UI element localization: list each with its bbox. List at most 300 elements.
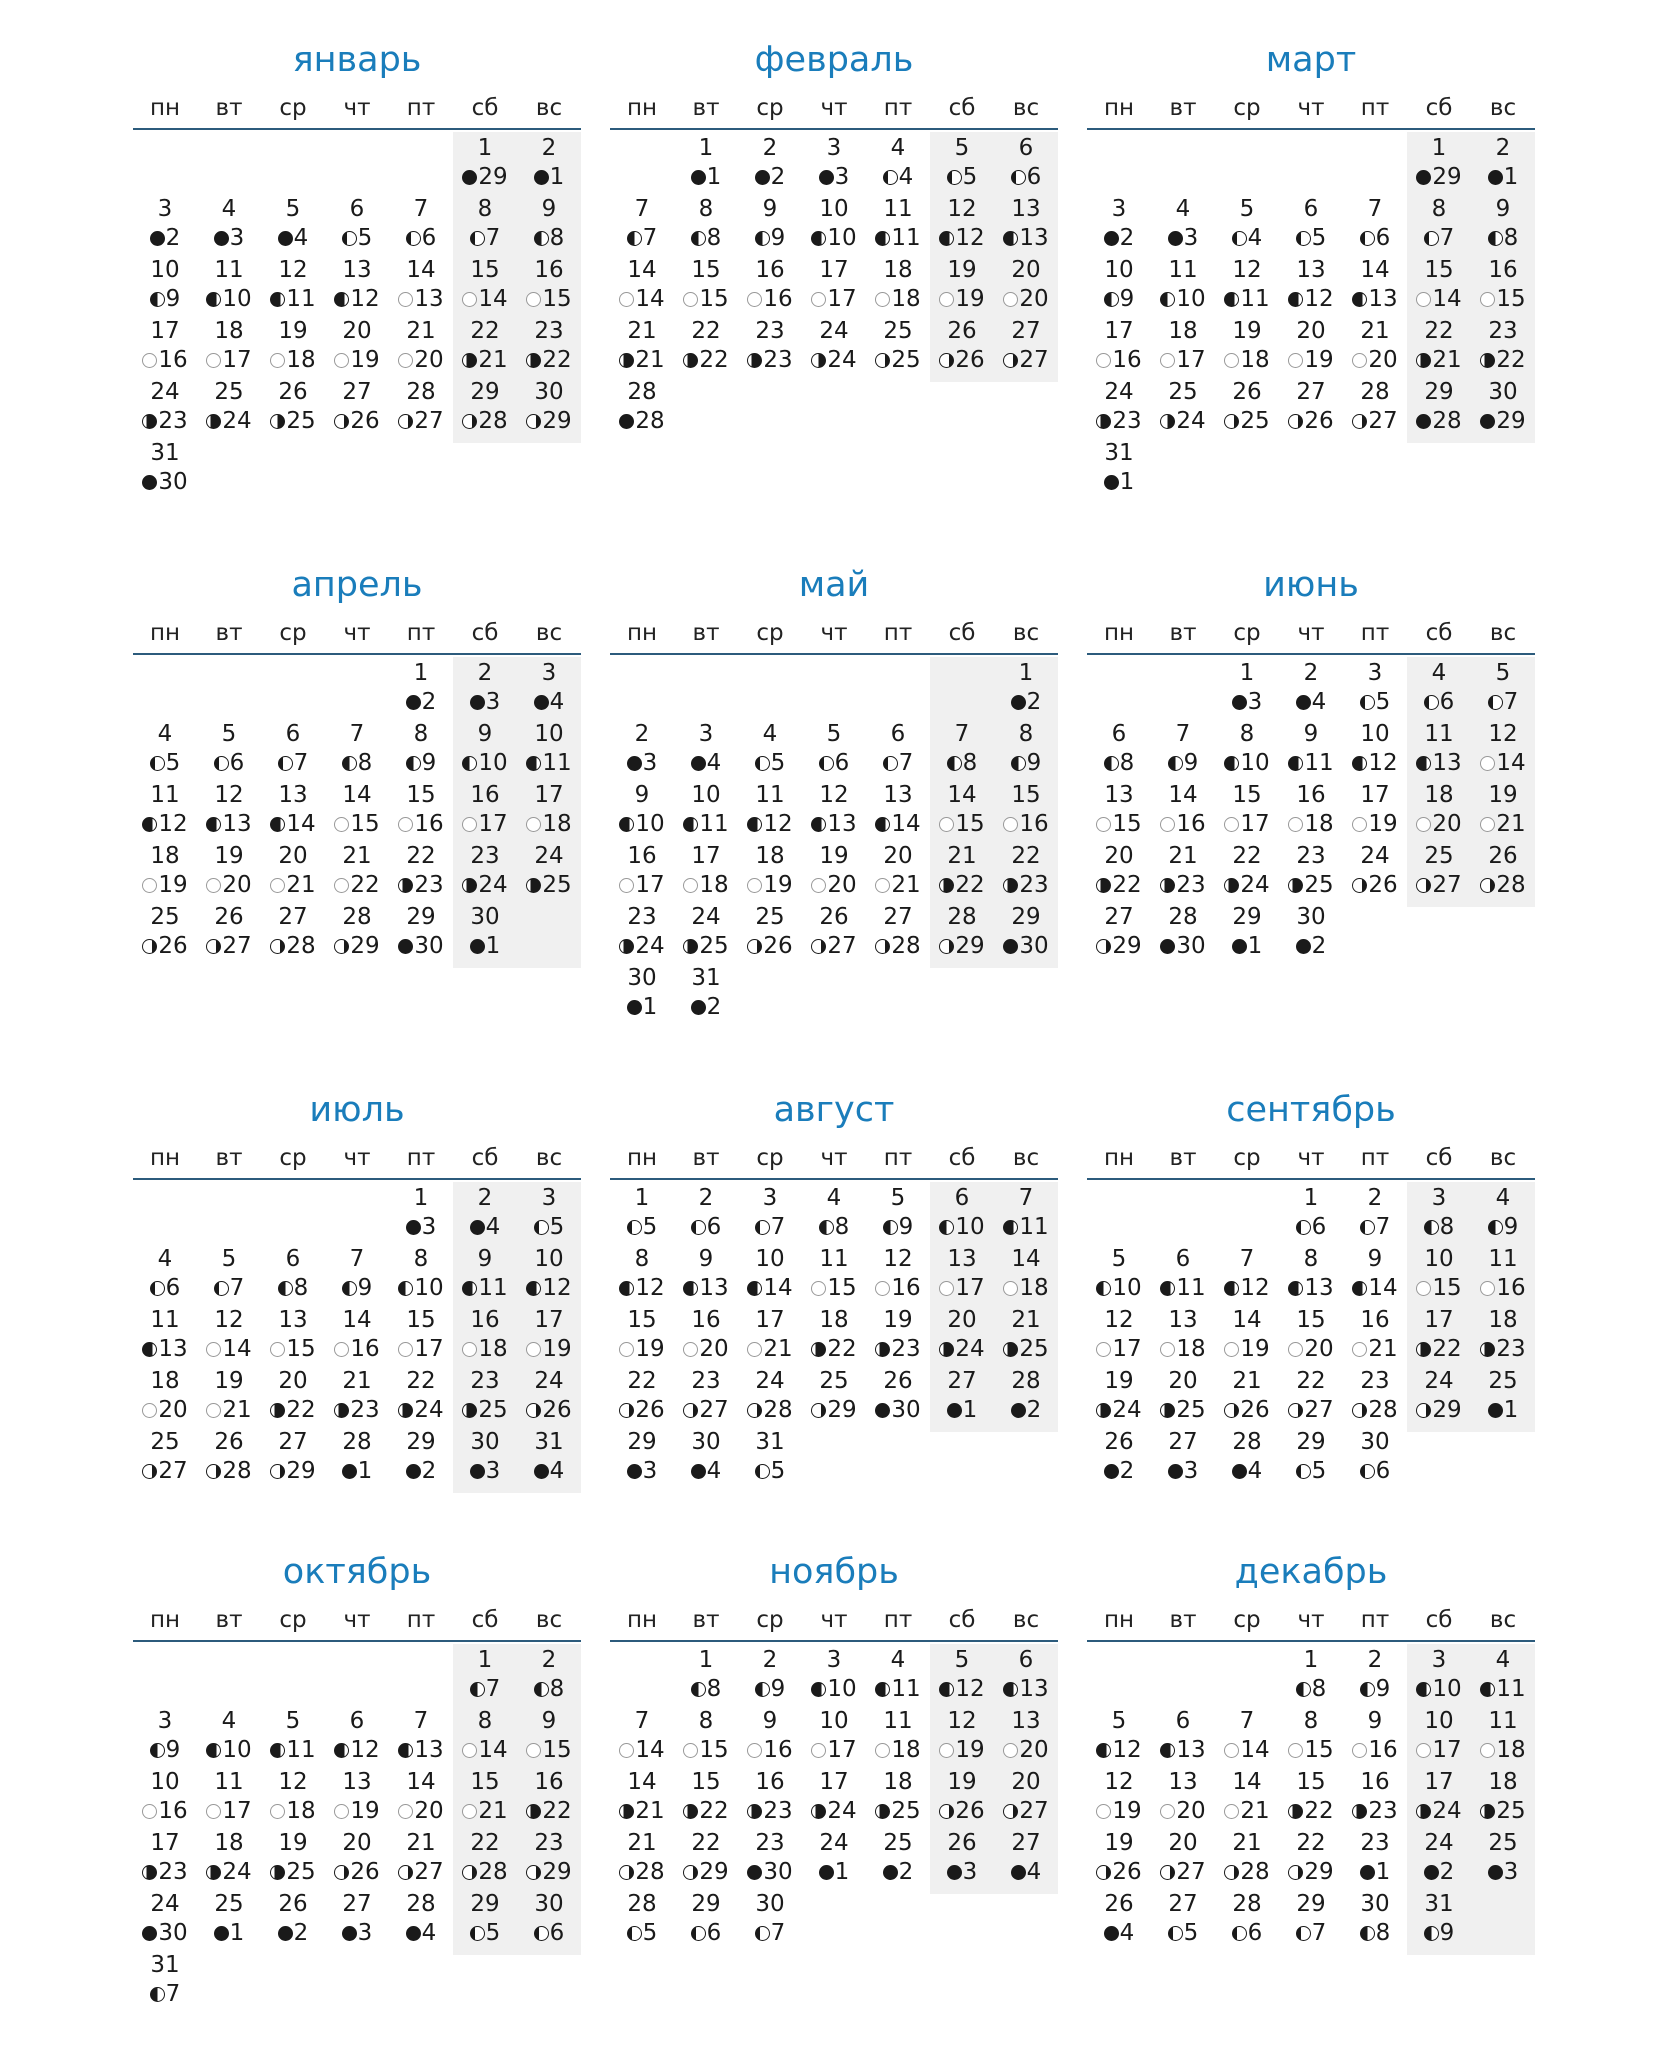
day-cell — [1407, 1829, 1471, 1890]
lunar-info — [610, 993, 674, 1022]
day-cell — [133, 903, 197, 964]
lunar-info — [994, 1797, 1058, 1826]
lunar-day: 8 — [1311, 1676, 1327, 1702]
moon-phase-icon — [1168, 1464, 1183, 1479]
lunar-info — [197, 1919, 261, 1948]
day-cell — [389, 903, 453, 964]
lunar-day: 3 — [642, 1458, 658, 1484]
moon-phase-icon — [619, 414, 634, 429]
day-number: 13 — [1104, 782, 1134, 808]
lunar-day: 1 — [1503, 164, 1519, 190]
lunar-info — [1471, 688, 1535, 717]
month-title: август — [773, 1090, 895, 1130]
lunar-day: 25 — [1176, 1397, 1206, 1423]
day-number: 6 — [1175, 1246, 1191, 1272]
day-number: 8 — [698, 1708, 714, 1734]
lunar-info — [674, 1675, 738, 1704]
day-number: 18 — [1168, 318, 1198, 344]
weekday-label: вт — [215, 620, 243, 646]
lunar-info — [1215, 1919, 1279, 1948]
day-cell — [325, 1428, 389, 1489]
lunar-day: 3 — [357, 1920, 373, 1946]
day-cell — [1215, 720, 1279, 781]
day-cell — [1151, 842, 1215, 903]
lunar-info — [802, 163, 866, 192]
lunar-info — [1151, 1335, 1215, 1364]
day-cell — [930, 842, 994, 903]
day-cell — [325, 195, 389, 256]
lunar-day: 14 — [1240, 1737, 1270, 1763]
lunar-info — [1407, 871, 1471, 900]
day-number: 10 — [755, 1246, 785, 1272]
day-cell — [453, 1707, 517, 1768]
day-cell — [1215, 1890, 1279, 1951]
day-cell — [1407, 1768, 1471, 1829]
lunar-info — [1087, 1457, 1151, 1486]
lunar-day: 2 — [293, 1920, 309, 1946]
lunar-info — [197, 407, 261, 436]
moon-phase-icon — [1096, 1403, 1111, 1418]
lunar-info — [1407, 1396, 1471, 1425]
day-cell — [994, 1367, 1058, 1428]
day-cell — [453, 1890, 517, 1951]
lunar-day: 6 — [1375, 225, 1391, 251]
lunar-day: 4 — [1247, 1458, 1263, 1484]
lunar-info — [261, 1396, 325, 1425]
weekday-label: пт — [883, 1145, 913, 1171]
moon-phase-icon — [875, 878, 890, 893]
day-number: 12 — [1488, 721, 1518, 747]
moon-phase-icon — [1352, 878, 1367, 893]
day-cell — [325, 781, 389, 842]
day-cell — [133, 1707, 197, 1768]
weekday-label: вс — [1489, 95, 1517, 121]
day-cell — [738, 1646, 802, 1707]
moon-phase-icon — [214, 231, 229, 246]
moon-phase-icon — [1096, 878, 1111, 893]
lunar-day: 7 — [1439, 225, 1455, 251]
day-cell — [325, 1707, 389, 1768]
lunar-day: 27 — [699, 1397, 729, 1423]
day-number: 27 — [1104, 904, 1134, 930]
day-number: 12 — [214, 782, 244, 808]
lunar-day: 8 — [962, 750, 978, 776]
day-number: 11 — [1488, 1246, 1518, 1272]
day-cell — [197, 195, 261, 256]
moon-phase-icon — [1011, 756, 1026, 771]
day-number: 19 — [883, 1307, 913, 1333]
lunar-day: 5 — [770, 750, 786, 776]
moon-phase-icon — [334, 1865, 349, 1880]
day-cell — [994, 195, 1058, 256]
day-cell — [261, 1306, 325, 1367]
moon-phase-icon — [755, 1220, 770, 1235]
day-cell — [1215, 256, 1279, 317]
lunar-info — [133, 1335, 197, 1364]
day-cell — [610, 781, 674, 842]
day-cell — [930, 720, 994, 781]
moon-phase-icon — [270, 1804, 285, 1819]
weekday-label: сб — [948, 1607, 976, 1633]
day-number: 16 — [691, 1307, 721, 1333]
lunar-day: 3 — [229, 225, 245, 251]
day-cell — [261, 378, 325, 439]
day-number: 28 — [1168, 904, 1198, 930]
lunar-day: 15 — [699, 286, 729, 312]
day-number: 9 — [477, 721, 493, 747]
lunar-info — [674, 1457, 738, 1486]
day-cell — [802, 781, 866, 842]
lunar-info — [1151, 1919, 1215, 1948]
moon-phase-icon — [939, 231, 954, 246]
day-cell — [930, 134, 994, 195]
moon-phase-icon — [747, 1403, 762, 1418]
day-cell — [866, 842, 930, 903]
lunar-day: 18 — [891, 1737, 921, 1763]
moon-phase-icon — [755, 231, 770, 246]
lunar-day: 11 — [1304, 750, 1334, 776]
lunar-day: 9 — [1026, 750, 1042, 776]
day-number: 26 — [819, 904, 849, 930]
moon-phase-icon — [406, 1220, 421, 1235]
month-title: февраль — [754, 40, 914, 80]
lunar-info — [133, 468, 197, 497]
day-cell — [261, 1367, 325, 1428]
day-number: 24 — [819, 1830, 849, 1856]
day-cell — [517, 134, 581, 195]
day-cell — [325, 317, 389, 378]
lunar-info — [325, 285, 389, 314]
lunar-day: 17 — [955, 1275, 985, 1301]
day-cell — [197, 1768, 261, 1829]
lunar-info — [197, 285, 261, 314]
day-number: 19 — [214, 1368, 244, 1394]
day-cell — [1215, 1768, 1279, 1829]
lunar-day: 24 — [478, 872, 508, 898]
day-cell — [994, 903, 1058, 964]
lunar-info — [674, 993, 738, 1022]
lunar-info — [517, 1858, 581, 1887]
moon-phase-icon — [747, 1865, 762, 1880]
day-number: 17 — [691, 843, 721, 869]
lunar-day: 23 — [891, 1336, 921, 1362]
lunar-info — [453, 1213, 517, 1242]
day-number: 14 — [342, 1307, 372, 1333]
day-cell — [1343, 1829, 1407, 1890]
moon-phase-icon — [1096, 939, 1111, 954]
moon-phase-icon — [875, 1804, 890, 1819]
moon-phase-icon — [1232, 231, 1247, 246]
lunar-info — [1407, 749, 1471, 778]
lunar-info — [1215, 1858, 1279, 1887]
day-number: 21 — [342, 1368, 372, 1394]
lunar-day: 7 — [229, 1275, 245, 1301]
moon-phase-icon — [398, 878, 413, 893]
lunar-info — [133, 1980, 197, 2009]
moon-phase-icon — [1224, 817, 1239, 832]
lunar-day: 6 — [1311, 1214, 1327, 1240]
lunar-day: 16 — [1112, 347, 1142, 373]
moon-phase-icon — [1003, 939, 1018, 954]
day-number: 4 — [157, 721, 173, 747]
month-title: июнь — [1263, 565, 1359, 605]
lunar-info — [1279, 749, 1343, 778]
day-cell — [1471, 1306, 1535, 1367]
weekday-label: ср — [1233, 1145, 1261, 1171]
lunar-info — [197, 871, 261, 900]
moon-phase-icon — [939, 878, 954, 893]
moon-phase-icon — [206, 1865, 221, 1880]
day-cell — [197, 1890, 261, 1951]
moon-phase-icon — [334, 1403, 349, 1418]
moon-phase-icon — [1003, 1220, 1018, 1235]
day-number: 9 — [762, 196, 778, 222]
day-cell — [738, 1829, 802, 1890]
lunar-day: 30 — [158, 1920, 188, 1946]
day-cell — [1151, 1306, 1215, 1367]
day-number: 24 — [1424, 1368, 1454, 1394]
moon-phase-icon — [1232, 1926, 1247, 1941]
lunar-info — [1087, 810, 1151, 839]
day-cell — [674, 1367, 738, 1428]
lunar-info — [1087, 1736, 1151, 1765]
moon-phase-icon — [462, 414, 477, 429]
day-number: 28 — [627, 1891, 657, 1917]
lunar-day: 8 — [1119, 750, 1135, 776]
moon-phase-icon — [526, 414, 541, 429]
lunar-day: 13 — [158, 1336, 188, 1362]
day-number: 9 — [541, 196, 557, 222]
day-cell — [1407, 781, 1471, 842]
lunar-day: 27 — [1368, 408, 1398, 434]
moon-phase-icon — [811, 1342, 826, 1357]
weekday-label: пт — [1360, 1607, 1390, 1633]
lunar-day: 1 — [834, 1859, 850, 1885]
moon-phase-icon — [142, 1926, 157, 1941]
day-cell — [133, 1951, 197, 2012]
moon-phase-icon — [270, 939, 285, 954]
lunar-day: 10 — [955, 1214, 985, 1240]
moon-phase-icon — [1360, 1682, 1375, 1697]
lunar-info — [261, 1797, 325, 1826]
day-number: 5 — [1239, 196, 1255, 222]
day-number: 22 — [1424, 318, 1454, 344]
moon-phase-icon — [406, 695, 421, 710]
moon-phase-icon — [1424, 1865, 1439, 1880]
moon-phase-icon — [1488, 1865, 1503, 1880]
weekday-label: пт — [406, 620, 436, 646]
day-number: 2 — [541, 1647, 557, 1673]
lunar-info — [1343, 1858, 1407, 1887]
lunar-day: 20 — [1432, 811, 1462, 837]
day-cell — [930, 317, 994, 378]
day-number: 6 — [954, 1185, 970, 1211]
day-cell — [133, 1890, 197, 1951]
day-cell — [1151, 1707, 1215, 1768]
moon-phase-icon — [747, 1804, 762, 1819]
lunar-info — [1151, 1396, 1215, 1425]
lunar-day: 27 — [222, 933, 252, 959]
day-cell — [389, 256, 453, 317]
moon-phase-icon — [462, 1743, 477, 1758]
lunar-day: 29 — [286, 1458, 316, 1484]
day-cell — [1407, 195, 1471, 256]
lunar-info — [197, 810, 261, 839]
day-cell — [1279, 1184, 1343, 1245]
lunar-day: 29 — [1112, 933, 1142, 959]
lunar-info — [1343, 1213, 1407, 1242]
lunar-day: 4 — [549, 1458, 565, 1484]
lunar-info — [1343, 871, 1407, 900]
moon-phase-icon — [1104, 1926, 1119, 1941]
day-number: 21 — [1232, 1368, 1262, 1394]
day-number: 29 — [406, 904, 436, 930]
lunar-day: 30 — [1176, 933, 1206, 959]
moon-phase-icon — [1360, 231, 1375, 246]
lunar-info — [389, 1335, 453, 1364]
lunar-day: 4 — [898, 164, 914, 190]
day-cell — [738, 1245, 802, 1306]
day-cell — [389, 317, 453, 378]
day-cell — [674, 317, 738, 378]
weekday-label: пн — [149, 1145, 181, 1171]
day-number: 25 — [1168, 379, 1198, 405]
day-number: 15 — [1011, 782, 1041, 808]
moon-phase-icon — [534, 1682, 549, 1697]
lunar-info — [1471, 346, 1535, 375]
day-number: 13 — [1011, 196, 1041, 222]
moon-phase-icon — [1224, 1403, 1239, 1418]
day-number: 14 — [406, 257, 436, 283]
day-number: 8 — [413, 1246, 429, 1272]
day-number: 2 — [1495, 135, 1511, 161]
lunar-info — [197, 224, 261, 253]
lunar-day: 28 — [635, 1859, 665, 1885]
moon-phase-icon — [1488, 170, 1503, 185]
lunar-day: 28 — [478, 408, 508, 434]
moon-phase-icon — [883, 1865, 898, 1880]
lunar-day: 25 — [286, 1859, 316, 1885]
lunar-info — [994, 688, 1058, 717]
day-number: 3 — [762, 1185, 778, 1211]
moon-phase-icon — [627, 756, 642, 771]
lunar-day: 13 — [1432, 750, 1462, 776]
moon-phase-icon — [270, 292, 285, 307]
lunar-day: 9 — [421, 750, 437, 776]
lunar-day: 23 — [763, 1798, 793, 1824]
lunar-day: 10 — [1432, 1676, 1462, 1702]
lunar-info — [1279, 224, 1343, 253]
day-number: 3 — [541, 660, 557, 686]
lunar-info — [325, 1396, 389, 1425]
day-number: 12 — [214, 1307, 244, 1333]
lunar-info — [389, 407, 453, 436]
lunar-info — [133, 1736, 197, 1765]
moon-phase-icon — [278, 1926, 293, 1941]
lunar-day: 13 — [1019, 225, 1049, 251]
moon-phase-icon — [939, 817, 954, 832]
moon-phase-icon — [939, 1804, 954, 1819]
month-title: май — [798, 565, 870, 605]
day-cell — [517, 720, 581, 781]
lunar-info — [610, 1457, 674, 1486]
lunar-day: 16 — [158, 347, 188, 373]
lunar-day: 10 — [1112, 1275, 1142, 1301]
lunar-info — [517, 407, 581, 436]
moon-phase-icon — [1232, 695, 1247, 710]
moon-phase-icon — [1160, 1743, 1175, 1758]
moon-phase-icon — [206, 1464, 221, 1479]
lunar-info — [453, 1675, 517, 1704]
lunar-day: 23 — [158, 408, 188, 434]
lunar-info — [453, 688, 517, 717]
day-cell — [610, 1890, 674, 1951]
moon-phase-icon — [819, 170, 834, 185]
lunar-info — [325, 1797, 389, 1826]
weekday-label: пн — [1103, 620, 1135, 646]
lunar-day: 13 — [827, 811, 857, 837]
lunar-info — [261, 1919, 325, 1948]
lunar-day: 18 — [699, 872, 729, 898]
lunar-info — [1087, 468, 1151, 497]
weekday-label: чт — [820, 1145, 848, 1171]
lunar-day: 13 — [699, 1275, 729, 1301]
moon-phase-icon — [1352, 817, 1367, 832]
lunar-day: 20 — [1176, 1798, 1206, 1824]
day-number: 8 — [634, 1246, 650, 1272]
lunar-info — [133, 810, 197, 839]
lunar-day: 9 — [357, 1275, 373, 1301]
day-cell — [1279, 195, 1343, 256]
day-number: 26 — [1232, 379, 1262, 405]
moon-phase-icon — [1160, 1281, 1175, 1296]
lunar-info — [738, 1274, 802, 1303]
lunar-info — [453, 810, 517, 839]
day-cell — [517, 1428, 581, 1489]
day-cell — [1151, 1768, 1215, 1829]
moon-phase-icon — [1003, 353, 1018, 368]
weekday-label: пт — [883, 620, 913, 646]
lunar-day: 22 — [955, 872, 985, 898]
lunar-day: 21 — [1368, 1336, 1398, 1362]
moon-phase-icon — [691, 1000, 706, 1015]
moon-phase-icon — [1480, 1743, 1495, 1758]
day-cell — [325, 842, 389, 903]
moon-phase-icon — [939, 353, 954, 368]
day-cell — [1151, 903, 1215, 964]
lunar-info — [1407, 407, 1471, 436]
lunar-info — [517, 163, 581, 192]
moon-phase-icon — [214, 1926, 229, 1941]
weekday-label: вт — [692, 95, 720, 121]
day-number: 19 — [1104, 1368, 1134, 1394]
moon-phase-icon — [619, 353, 634, 368]
day-number: 23 — [627, 904, 657, 930]
lunar-info — [517, 285, 581, 314]
day-number: 25 — [1424, 843, 1454, 869]
moon-phase-icon — [819, 756, 834, 771]
day-number: 27 — [883, 904, 913, 930]
moon-phase-icon — [470, 231, 485, 246]
lunar-info — [610, 346, 674, 375]
day-number: 16 — [1360, 1769, 1390, 1795]
moon-phase-icon — [1160, 1342, 1175, 1357]
day-number: 22 — [1296, 1830, 1326, 1856]
day-number: 8 — [477, 1708, 493, 1734]
lunar-day: 10 — [1240, 750, 1270, 776]
day-number: 26 — [1104, 1429, 1134, 1455]
day-number: 26 — [214, 904, 244, 930]
